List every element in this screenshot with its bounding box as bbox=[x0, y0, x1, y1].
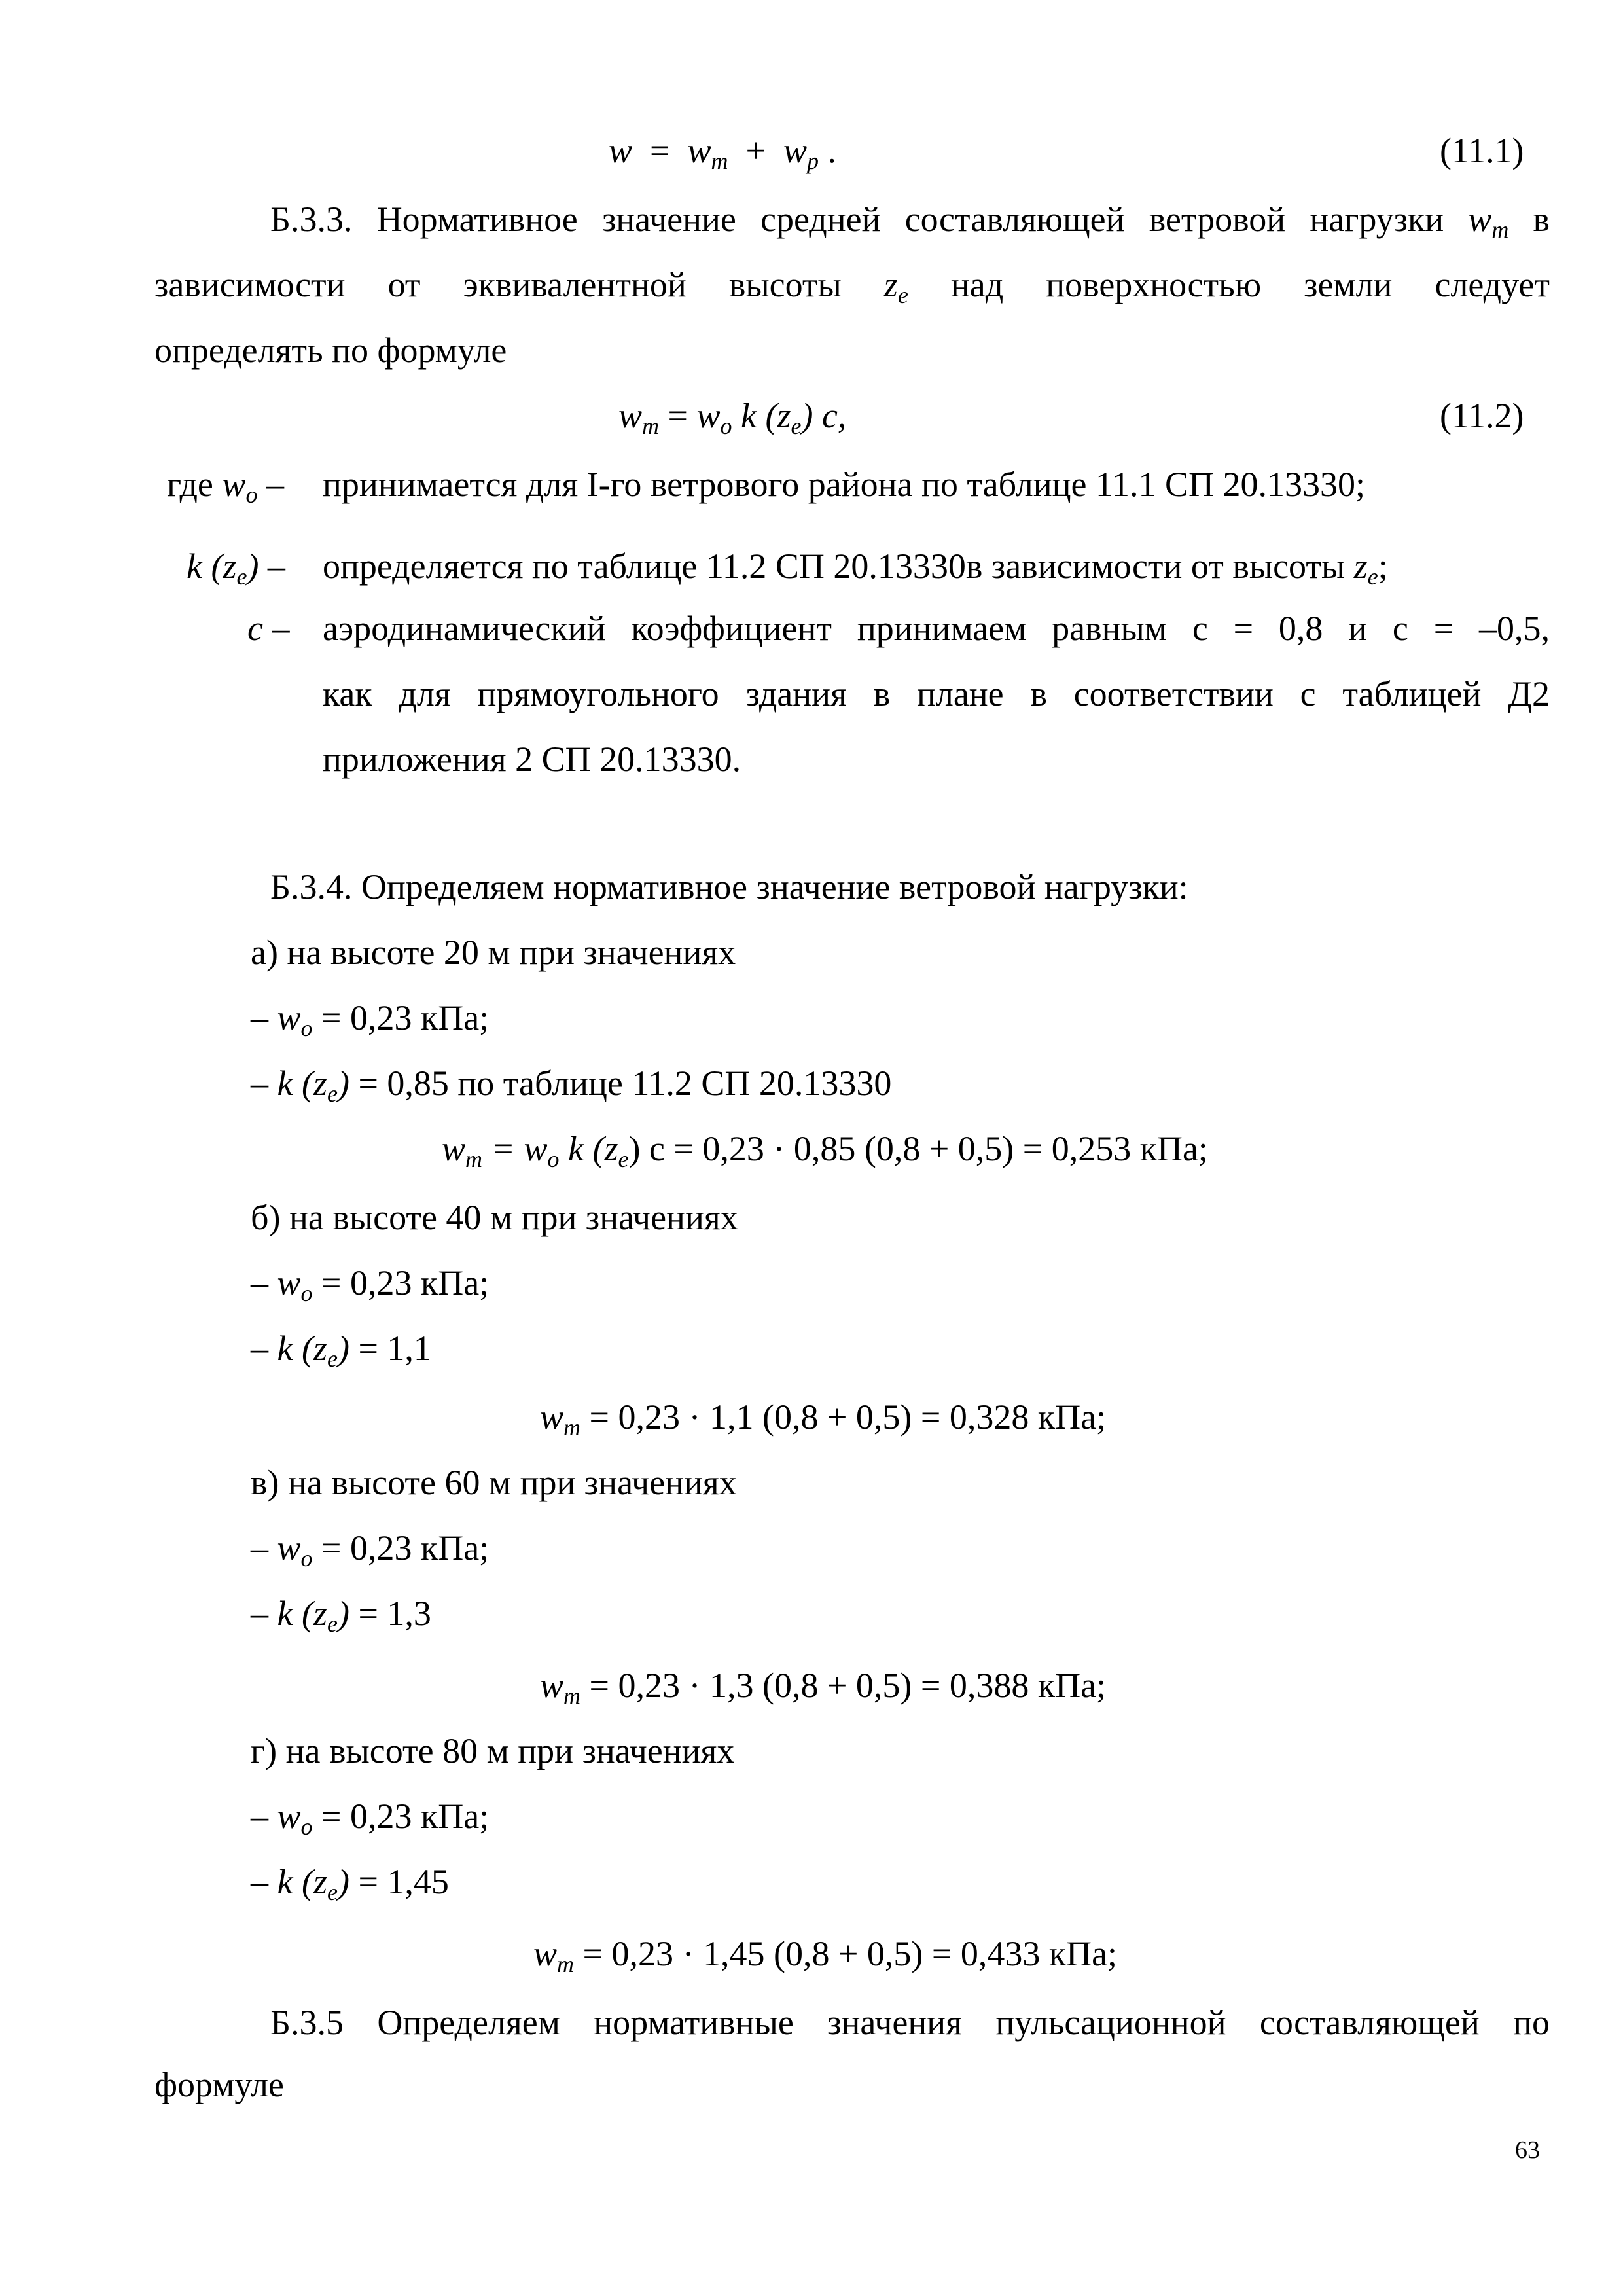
eq-subscript: p bbox=[807, 148, 819, 174]
eq-symbol: w bbox=[696, 396, 721, 435]
eq-symbol: w bbox=[783, 131, 808, 170]
var: k (z bbox=[277, 1329, 327, 1368]
word: нормативные bbox=[594, 2003, 794, 2042]
eq-symbol: = bbox=[659, 396, 697, 435]
equation-11-1 bbox=[609, 128, 836, 173]
var-subscript: m bbox=[563, 1414, 581, 1441]
eq-symbol: w bbox=[618, 396, 643, 435]
value: ) c = 0,23 · 0,85 (0,8 + 0,5) = 0,253 кПа; bbox=[628, 1129, 1208, 1168]
eq-symbol: . bbox=[827, 131, 837, 170]
case-k-line bbox=[251, 1859, 449, 1905]
where-desc-wo: принимается для I-го ветрового района по таблице 11.1 СП 20.13330; bbox=[323, 465, 1365, 504]
var-subscript: e bbox=[236, 564, 247, 590]
case-formula bbox=[540, 1394, 1106, 1440]
where-label-c: c – bbox=[247, 609, 290, 648]
var-subscript: o bbox=[300, 1015, 313, 1041]
word: над bbox=[950, 265, 1004, 304]
word: Нормативное bbox=[376, 200, 578, 239]
value: = 0,23 · 1,1 (0,8 + 0,5) = 0,328 кПа; bbox=[580, 1397, 1107, 1437]
word: с bbox=[1192, 609, 1208, 648]
var-subscript: e bbox=[897, 282, 908, 308]
word: Определяем bbox=[377, 2003, 560, 2042]
value: = 0,23 кПа; bbox=[312, 1263, 490, 1302]
word: следует bbox=[1435, 265, 1550, 304]
dash: – bbox=[251, 1064, 277, 1103]
case-k-line bbox=[251, 1590, 431, 1636]
dash: – bbox=[251, 1528, 277, 1568]
value: = 1,45 bbox=[349, 1862, 449, 1901]
page-number: 63 bbox=[1515, 2136, 1540, 2164]
eq-subscript: e bbox=[791, 413, 802, 439]
where-text: ; bbox=[1378, 547, 1388, 586]
word: коэффициент bbox=[631, 609, 832, 648]
word: ветровой bbox=[1149, 200, 1286, 239]
word: по bbox=[1513, 2003, 1550, 2042]
value: = 0,23 кПа; bbox=[312, 1528, 490, 1568]
word: значение bbox=[601, 200, 736, 239]
eq-symbol: = bbox=[650, 131, 670, 170]
var: k (z bbox=[187, 547, 237, 586]
case-heading: а) на высоте 20 м при значениях bbox=[251, 933, 736, 972]
eq-symbol: w bbox=[687, 131, 711, 170]
var-subscript: e bbox=[618, 1146, 629, 1172]
word: значения bbox=[827, 2003, 962, 2042]
word: как bbox=[323, 674, 372, 713]
var: ) – bbox=[247, 547, 285, 586]
equation-11-2 bbox=[618, 393, 846, 439]
var: k (z bbox=[277, 1594, 327, 1633]
value: = 0,23 · 1,3 (0,8 + 0,5) = 0,388 кПа; bbox=[580, 1666, 1107, 1705]
eq-symbol: k (z bbox=[732, 396, 791, 435]
where-desc-c-line3: приложения 2 СП 20.13330. bbox=[323, 740, 741, 779]
where-text: где bbox=[167, 465, 223, 504]
value: = 0,23 кПа; bbox=[312, 998, 490, 1037]
word: высоты bbox=[728, 265, 842, 304]
dash: – bbox=[251, 998, 277, 1037]
case-formula bbox=[442, 1126, 1208, 1172]
word: таблицей bbox=[1342, 674, 1482, 713]
where-text: определяется по таблице 11.2 СП 20.13330в зависимости от высоты bbox=[323, 547, 1354, 586]
word: плане bbox=[916, 674, 1004, 713]
word: пульсационной bbox=[995, 2003, 1226, 2042]
paragraph-b33-line1 bbox=[270, 196, 1550, 242]
paragraph-b33-line2 bbox=[154, 262, 1550, 308]
word: соответствии bbox=[1073, 674, 1274, 713]
word: аэродинамический bbox=[323, 609, 606, 648]
case-heading: б) на высоте 40 м при значениях bbox=[251, 1198, 738, 1237]
word: средней bbox=[760, 200, 881, 239]
case-formula bbox=[540, 1662, 1106, 1708]
word: составляющей bbox=[904, 200, 1125, 239]
case-wo-line bbox=[251, 1260, 489, 1306]
word bbox=[1468, 196, 1508, 242]
paragraph-b35-line2: формуле bbox=[154, 2065, 284, 2104]
eq-symbol: w bbox=[609, 131, 633, 170]
var-subscript: o bbox=[300, 1545, 313, 1571]
var-subscript: m bbox=[557, 1951, 575, 1977]
word bbox=[884, 262, 908, 308]
word: нагрузки bbox=[1310, 200, 1444, 239]
case-wo-line bbox=[251, 1793, 489, 1839]
case-formula bbox=[533, 1931, 1117, 1977]
eq-symbol: ) c, bbox=[801, 396, 847, 435]
where-desc-c-line1 bbox=[323, 605, 1550, 651]
dash: – bbox=[251, 1797, 277, 1836]
where-text: – bbox=[257, 465, 284, 504]
word: поверхностью bbox=[1046, 265, 1262, 304]
where-label-wo bbox=[167, 461, 284, 507]
word: Б.3.3. bbox=[270, 200, 353, 239]
dash: – bbox=[251, 1329, 277, 1368]
word: равным bbox=[1052, 609, 1167, 648]
var-subscript: m bbox=[1491, 217, 1509, 243]
eq-subscript: m bbox=[642, 413, 660, 439]
word: с bbox=[1392, 609, 1408, 648]
equation-number: (11.2) bbox=[1440, 396, 1524, 435]
word: от bbox=[387, 265, 421, 304]
value: = 0,23 · 1,45 (0,8 + 0,5) = 0,433 кПа; bbox=[574, 1934, 1118, 1973]
var-subscript: e bbox=[327, 1081, 338, 1107]
eq-symbol: + bbox=[745, 131, 766, 170]
case-heading: в) на высоте 60 м при значениях bbox=[251, 1463, 737, 1502]
dash: – bbox=[251, 1263, 277, 1302]
word: земли bbox=[1304, 265, 1393, 304]
eq-subscript: m bbox=[711, 148, 728, 174]
word: Б.3.5 bbox=[270, 2003, 344, 2042]
word: здания bbox=[745, 674, 847, 713]
word: и bbox=[1348, 609, 1368, 648]
var: w bbox=[533, 1934, 558, 1973]
var: z bbox=[1353, 547, 1368, 586]
var: ) bbox=[337, 1329, 349, 1368]
where-desc-k bbox=[323, 543, 1388, 589]
var: = w bbox=[482, 1129, 548, 1168]
case-k-line bbox=[251, 1060, 891, 1106]
var: k (z bbox=[559, 1129, 618, 1168]
dash: – bbox=[251, 1862, 277, 1901]
case-wo-line bbox=[251, 995, 489, 1041]
word: в bbox=[1030, 674, 1047, 713]
word: составляющей bbox=[1259, 2003, 1480, 2042]
var-subscript: o bbox=[300, 1814, 313, 1840]
word: для bbox=[399, 674, 451, 713]
word: = bbox=[1233, 609, 1254, 648]
eq-subscript: o bbox=[720, 413, 732, 439]
equation-number: (11.1) bbox=[1440, 131, 1524, 170]
var: w bbox=[222, 465, 246, 504]
var: w bbox=[277, 1528, 301, 1568]
word: в bbox=[1533, 200, 1550, 239]
var: k (z bbox=[277, 1064, 327, 1103]
var: w bbox=[1468, 200, 1492, 239]
word: 0,8 bbox=[1278, 609, 1323, 648]
word: с bbox=[1300, 674, 1316, 713]
var: w bbox=[277, 1263, 301, 1302]
word: в bbox=[873, 674, 891, 713]
var: w bbox=[442, 1129, 466, 1168]
var: ) bbox=[337, 1862, 349, 1901]
value: = 1,1 bbox=[349, 1329, 431, 1368]
var-subscript: e bbox=[327, 1611, 338, 1637]
value: = 0,23 кПа; bbox=[312, 1797, 490, 1836]
word: эквивалентной bbox=[463, 265, 687, 304]
var-subscript: m bbox=[465, 1146, 483, 1172]
var-subscript: m bbox=[563, 1683, 581, 1709]
var-subscript: e bbox=[327, 1879, 338, 1905]
var: k (z bbox=[277, 1862, 327, 1901]
value: = 0,85 по таблице 11.2 СП 20.13330 bbox=[349, 1064, 892, 1103]
var-subscript: o bbox=[245, 482, 258, 508]
word: –0,5, bbox=[1478, 609, 1550, 648]
var-subscript: o bbox=[547, 1146, 560, 1172]
value: = 1,3 bbox=[349, 1594, 431, 1633]
var-subscript: o bbox=[300, 1280, 313, 1306]
var: w bbox=[540, 1397, 564, 1437]
word: = bbox=[1433, 609, 1454, 648]
var: ) bbox=[337, 1594, 349, 1633]
dash: – bbox=[251, 1594, 277, 1633]
var-subscript: e bbox=[1367, 564, 1378, 590]
case-k-line bbox=[251, 1325, 431, 1371]
var: w bbox=[540, 1666, 564, 1705]
where-label-k bbox=[187, 543, 285, 589]
word: принимаем bbox=[857, 609, 1027, 648]
var: z bbox=[883, 265, 898, 304]
paragraph-b35-line1 bbox=[270, 2000, 1550, 2045]
var: w bbox=[277, 1797, 301, 1836]
var: w bbox=[277, 998, 301, 1037]
word: прямоугольного bbox=[477, 674, 719, 713]
case-wo-line bbox=[251, 1525, 489, 1571]
where-desc-c-line2 bbox=[323, 671, 1550, 717]
section-b34-title: Б.3.4. Определяем нормативное значение ветровой нагрузки: bbox=[270, 867, 1188, 906]
var-subscript: e bbox=[327, 1346, 338, 1372]
case-heading: г) на высоте 80 м при значениях bbox=[251, 1731, 735, 1770]
paragraph-b33-line3: определять по формуле bbox=[154, 331, 507, 370]
word: Д2 bbox=[1508, 674, 1550, 713]
var: ) bbox=[337, 1064, 349, 1103]
word: зависимости bbox=[154, 265, 346, 304]
